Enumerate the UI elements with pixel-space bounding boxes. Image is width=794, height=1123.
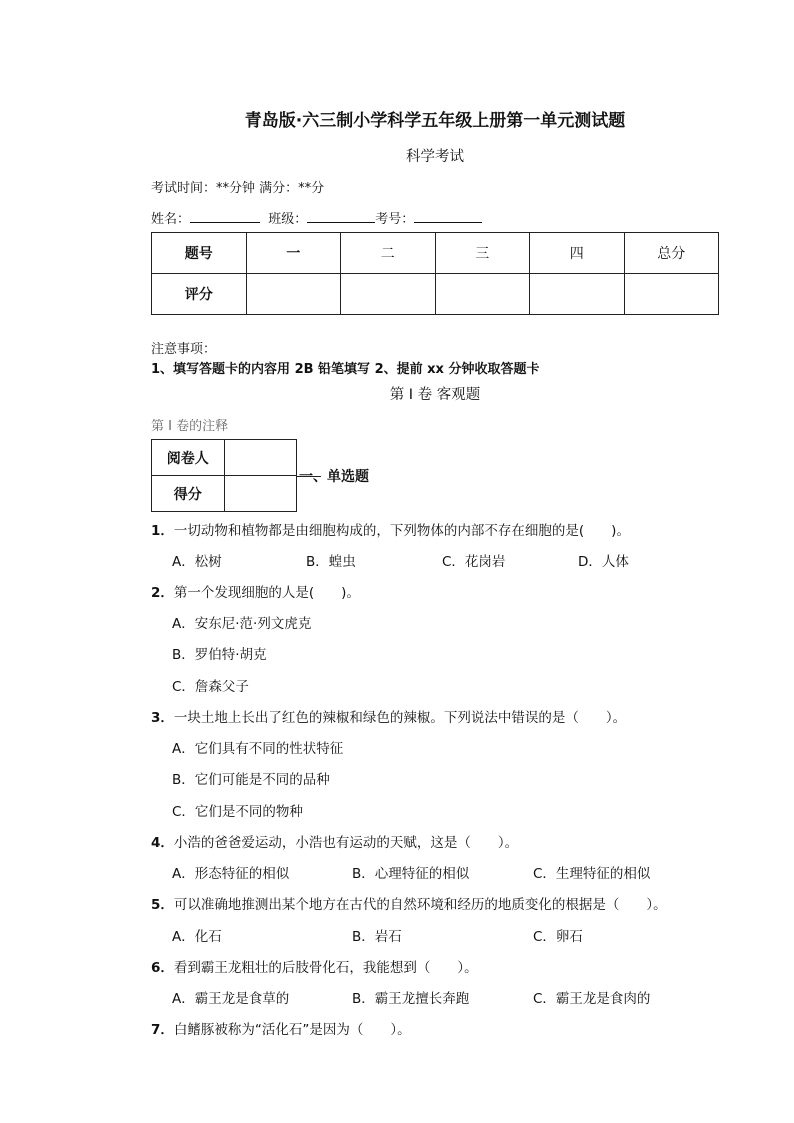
option: B．心理特征的相似 [352, 866, 470, 882]
grader-table [151, 439, 297, 512]
score-table-score-row [152, 274, 719, 315]
section-note: 第 I 卷的注释 [151, 419, 229, 434]
option: A．安东尼·范·列文虎克 [172, 616, 312, 632]
option: A．霸王龙是食草的 [172, 991, 290, 1007]
option: A．松树 [172, 554, 222, 570]
score-cell [246, 274, 341, 315]
question-5 [151, 893, 667, 913]
name-blank [190, 210, 260, 223]
reviewer-cell [224, 440, 297, 476]
option: C．霸王龙是食肉的 [533, 991, 651, 1007]
option: C．卵石 [533, 929, 583, 945]
question-4 [151, 831, 518, 851]
score-table [151, 232, 719, 315]
class-blank [307, 210, 375, 223]
option: C．詹森父子 [172, 679, 249, 695]
id-label: 考号： [375, 212, 415, 227]
notice-title: 注意事项： [151, 342, 217, 357]
question-text: 可以准确地推测出某个地方在古代的自然环境和经历的地质变化的根据是（ ）。 [173, 897, 667, 913]
question-number: 5． [151, 897, 174, 913]
option: B．罗伯特·胡克 [172, 647, 267, 663]
score-header-cell: 三 [435, 233, 530, 274]
id-blank [414, 210, 482, 223]
option: D．人体 [578, 554, 629, 570]
option: C．它们是不同的物种 [172, 804, 303, 820]
page-title: 青岛版·六三制小学科学五年级上册第一单元测试题 [244, 111, 626, 131]
option: A．形态特征的相似 [172, 866, 290, 882]
question-text: 第一个发现细胞的人是( )。 [173, 585, 360, 601]
name-label: 姓名： [151, 212, 191, 227]
question-1 [151, 519, 630, 539]
score-header-cell: 总分 [624, 233, 719, 274]
score-header-cell: 四 [530, 233, 625, 274]
score-header-cell: 一 [246, 233, 341, 274]
option: B．霸王龙擅长奔跑 [352, 991, 470, 1007]
option: B．蝗虫 [306, 554, 356, 570]
option: A．化石 [172, 929, 222, 945]
question-text: 小浩的爸爸爱运动，小浩也有运动的天赋，这是（ ）。 [173, 835, 519, 851]
page-subtitle: 科学考试 [406, 149, 464, 165]
question-text: 白鳍豚被称为“活化石”是因为（ ）。 [173, 1022, 411, 1038]
reviewer-label: 阅卷人 [152, 440, 225, 476]
grader-score-label: 得分 [152, 476, 225, 512]
score-cell [530, 274, 625, 315]
question-number: 7． [151, 1022, 174, 1038]
score-header-cell: 二 [341, 233, 436, 274]
score-cell [341, 274, 436, 315]
question-number: 3． [151, 710, 174, 726]
option: C．花岗岩 [442, 554, 506, 570]
grader-row [152, 440, 297, 476]
option: C．生理特征的相似 [533, 866, 651, 882]
option: B．岩石 [352, 929, 402, 945]
question-2 [151, 581, 360, 601]
score-cell [435, 274, 530, 315]
option: A．它们具有不同的性状特征 [172, 741, 344, 757]
part1-heading: 一、单选题 [299, 469, 369, 485]
question-number: 6． [151, 960, 174, 976]
question-text: 一切动物和植物都是由细胞构成的，下列物体的内部不存在细胞的是( )。 [173, 523, 630, 539]
student-info-line [151, 208, 482, 227]
exam-time-line: 考试时间：**分钟 满分：**分 [151, 181, 325, 196]
notice-text: 1、填写答题卡的内容用 2B 铅笔填写 2、提前 xx 分钟收取答题卡 [151, 362, 540, 377]
question-7 [151, 1018, 411, 1038]
question-3 [151, 706, 626, 726]
question-number: 1． [151, 523, 174, 539]
score-row-label: 评分 [152, 274, 247, 315]
score-header-cell: 题号 [152, 233, 247, 274]
grader-score-cell [224, 476, 297, 512]
section-title: 第 I 卷 客观题 [389, 387, 481, 403]
question-6 [151, 956, 478, 976]
question-number: 4． [151, 835, 174, 851]
class-label: 班级： [268, 212, 308, 227]
score-table-header-row [152, 233, 719, 274]
question-text: 一块土地上长出了红色的辣椒和绿色的辣椒。下列说法中错误的是（ ）。 [173, 710, 627, 726]
question-number: 2． [151, 585, 174, 601]
grader-row [152, 476, 297, 512]
question-text: 看到霸王龙粗壮的后肢骨化石，我能想到（ ）。 [173, 960, 478, 976]
option: B．它们可能是不同的品种 [172, 772, 330, 788]
score-cell [624, 274, 719, 315]
